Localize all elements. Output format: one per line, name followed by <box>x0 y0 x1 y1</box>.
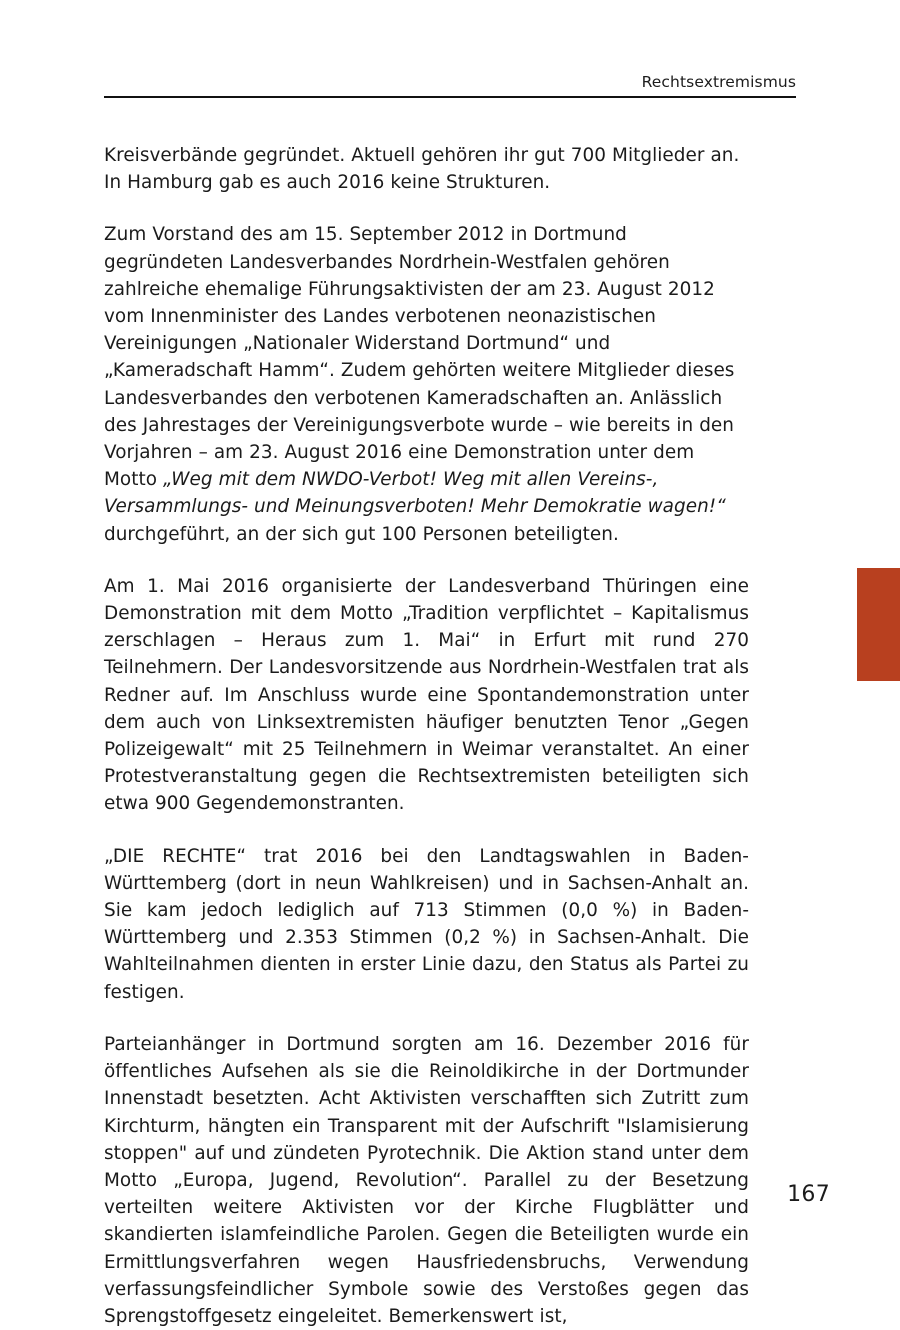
paragraph-4: „DIE RECHTE“ trat 2016 bei den Landtagswahlen in Baden-Württemberg (dort in neun Wahlkreisen) und in Sachsen-Anhalt an. Sie kam jedoch lediglich auf 713 Stimmen (0,0 %) in Baden-Württemberg und 2.353 Stimmen (0,2 %) in Sachsen-Anhalt. Die Wahlteilnahmen dienten in erster Linie dazu, den Status als Partei zu festigen. <box>104 845 749 1003</box>
page-number: 167 <box>787 1182 830 1207</box>
paragraph-3: Am 1. Mai 2016 organisierte der Landesverband Thüringen eine Demonstration mit dem Motto „Tradition verpflichtet – Kapitalismus zerschlagen – Heraus zum 1. Mai“ in Erfurt mit rund 270 Teilnehmern. Der Landesvorsitzende aus Nordrhein-Westfalen trat als Redner auf. Im Anschluss wurde eine Spontandemonstration unter dem auch von Linksextremisten häufiger benutzten Tenor „Gegen Polizeigewalt“ mit 25 Teilnehmern in Weimar veranstaltet. An einer Protestveranstaltung gegen die Rechtsextremisten beteiligten sich etwa 900 Gegendemonstranten. <box>104 575 749 815</box>
paragraph-2 <box>104 221 749 547</box>
text-column <box>104 142 749 1330</box>
paragraph-2-lead: Zum Vorstand des am 15. September 2012 in Dortmund gegründeten Landesverbandes Nordrhein-Westfalen gehören zahlreiche ehemalige Führungsaktivisten der am 23. August 2012 vom Innenminister des Landes verbotenen neonazistischen Vereinigungen „Nationaler Widerstand Dortmund“ und „Kameradschaft Hamm“. Zudem gehörten weitere Mitglieder dieses Landesverbandes den verbotenen Kameradschaften an. Anlässlich des Jahrestages der Vereinigungsverbote wurde – wie bereits in den Vorjahren – am 23. August 2016 eine Demonstration unter dem Motto <box>104 224 735 491</box>
thumb-index-tab <box>857 568 900 681</box>
header-rule <box>104 96 796 98</box>
running-head: Rechtsextremismus <box>641 73 796 91</box>
paragraph-5: Parteianhänger in Dortmund sorgten am 16. Dezember 2016 für öffentliches Aufsehen als sie die Reinoldikirche in der Dortmunder Innenstadt besetzten. Acht Aktivisten verschafften sich Zutritt zum Kirchturm, hängten ein Transparent mit der Aufschrift "Islamisierung stoppen" auf und zündeten Pyrotechnik. Die Aktion stand unter dem Motto „Europa, Jugend, Revolution“. Parallel zu der Besetzung verteilten weitere Aktivisten vor der Kirche Flugblätter und skandierten islamfeindliche Parolen. Gegen die Beteiligten wurde ein Ermittlungsverfahren wegen Hausfriedensbruchs, Verwendung verfassungsfeindlicher Symbole sowie des Verstoßes gegen das Sprengstoffgesetz eingeleitet. Bemerkenswert ist, <box>104 1033 749 1327</box>
paragraph-2-motto-quote: „Weg mit dem NWDO-Verbot! Weg mit allen Vereins-, Versammlungs- und Meinungsverboten! Mehr Demokratie wagen!“ <box>104 469 726 518</box>
paragraph-2-tail: durchgeführt, an der sich gut 100 Personen beteiligten. <box>104 523 619 545</box>
paragraph-1: Kreisverbände gegründet. Aktuell gehören ihr gut 700 Mitglieder an. In Hamburg gab es auch 2016 keine Strukturen. <box>104 145 740 194</box>
